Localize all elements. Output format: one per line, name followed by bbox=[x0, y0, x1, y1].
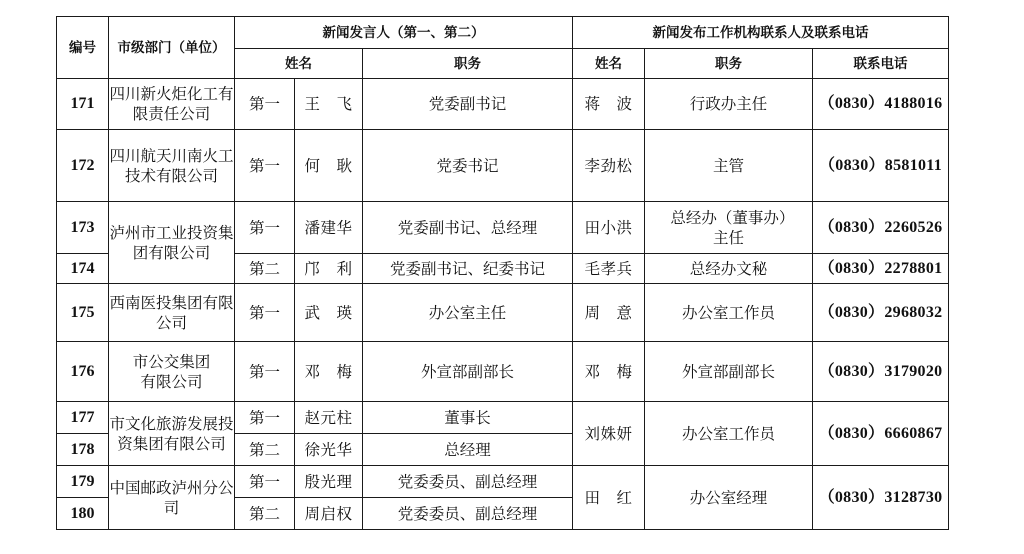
header-ct-title: 职务 bbox=[645, 49, 813, 79]
spokesperson-title: 董事长 bbox=[363, 402, 573, 434]
header-sp-title: 职务 bbox=[363, 49, 573, 79]
dept-name: 市文化旅游发展投资集团有限公司 bbox=[109, 402, 235, 466]
spokesperson-name: 邓 梅 bbox=[295, 342, 363, 402]
row-number: 173 bbox=[57, 202, 109, 254]
contact-title: 办公室工作员 bbox=[645, 402, 813, 466]
header-spokesperson: 新闻发言人（第一、第二） bbox=[235, 17, 573, 49]
contact-title: 办公室工作员 bbox=[645, 284, 813, 342]
spokesperson-title: 党委副书记、总经理 bbox=[363, 202, 573, 254]
spokesperson-rank: 第一 bbox=[235, 79, 295, 130]
dept-name: 西南医投集团有限公司 bbox=[109, 284, 235, 342]
table-row bbox=[57, 79, 949, 130]
table-row bbox=[57, 202, 949, 254]
spokesperson-rank: 第二 bbox=[235, 254, 295, 284]
table-row bbox=[57, 130, 949, 202]
contact-name: 邓 梅 bbox=[573, 342, 645, 402]
spokesperson-name: 殷光理 bbox=[295, 466, 363, 498]
spokesperson-rank: 第一 bbox=[235, 466, 295, 498]
table-row bbox=[57, 342, 949, 402]
header-no: 编号 bbox=[57, 17, 109, 79]
contact-name: 毛孝兵 bbox=[573, 254, 645, 284]
row-number: 179 bbox=[57, 466, 109, 498]
spokesperson-table bbox=[56, 16, 949, 530]
spokesperson-title: 党委副书记、纪委书记 bbox=[363, 254, 573, 284]
contact-name: 周 意 bbox=[573, 284, 645, 342]
contact-title: 外宣部副部长 bbox=[645, 342, 813, 402]
spokesperson-title: 党委委员、副总经理 bbox=[363, 498, 573, 530]
table-row bbox=[57, 284, 949, 342]
spokesperson-name: 王 飞 bbox=[295, 79, 363, 130]
contact-name: 田 红 bbox=[573, 466, 645, 530]
spokesperson-title: 办公室主任 bbox=[363, 284, 573, 342]
contact-phone: （0830）6660867 bbox=[813, 402, 949, 466]
contact-title: 行政办主任 bbox=[645, 79, 813, 130]
header-ct-name: 姓名 bbox=[573, 49, 645, 79]
contact-title: 总经办（董事办）主任 bbox=[645, 202, 813, 254]
spokesperson-name: 武 瑛 bbox=[295, 284, 363, 342]
spokesperson-title: 党委副书记 bbox=[363, 79, 573, 130]
dept-name: 泸州市工业投资集团有限公司 bbox=[109, 202, 235, 284]
row-number: 176 bbox=[57, 342, 109, 402]
row-number: 175 bbox=[57, 284, 109, 342]
spokesperson-rank: 第一 bbox=[235, 342, 295, 402]
spokesperson-title: 党委书记 bbox=[363, 130, 573, 202]
contact-name: 刘姝妍 bbox=[573, 402, 645, 466]
spokesperson-rank: 第一 bbox=[235, 284, 295, 342]
contact-name: 田小洪 bbox=[573, 202, 645, 254]
table-row bbox=[57, 466, 949, 498]
dept-name: 四川航天川南火工技术有限公司 bbox=[109, 130, 235, 202]
spokesperson-name: 周启权 bbox=[295, 498, 363, 530]
spokesperson-rank: 第二 bbox=[235, 434, 295, 466]
contact-phone: （0830）2968032 bbox=[813, 284, 949, 342]
header-dept: 市级部门（单位） bbox=[109, 17, 235, 79]
contact-phone: （0830）8581011 bbox=[813, 130, 949, 202]
row-number: 174 bbox=[57, 254, 109, 284]
contact-title: 办公室经理 bbox=[645, 466, 813, 530]
spokesperson-rank: 第一 bbox=[235, 202, 295, 254]
contact-phone: （0830）2260526 bbox=[813, 202, 949, 254]
spokesperson-name: 徐光华 bbox=[295, 434, 363, 466]
spokesperson-rank: 第一 bbox=[235, 402, 295, 434]
spokesperson-title: 总经理 bbox=[363, 434, 573, 466]
row-number: 171 bbox=[57, 79, 109, 130]
contact-name: 蒋 波 bbox=[573, 79, 645, 130]
spokesperson-title: 党委委员、副总经理 bbox=[363, 466, 573, 498]
spokesperson-rank: 第二 bbox=[235, 498, 295, 530]
spokesperson-title: 外宣部副部长 bbox=[363, 342, 573, 402]
spokesperson-name: 潘建华 bbox=[295, 202, 363, 254]
header-sp-name: 姓名 bbox=[235, 49, 363, 79]
header-contact: 新闻发布工作机构联系人及联系电话 bbox=[573, 17, 949, 49]
row-number: 177 bbox=[57, 402, 109, 434]
spokesperson-name: 赵元柱 bbox=[295, 402, 363, 434]
row-number: 180 bbox=[57, 498, 109, 530]
row-number: 172 bbox=[57, 130, 109, 202]
spokesperson-name: 何 耿 bbox=[295, 130, 363, 202]
dept-name: 四川新火炬化工有限责任公司 bbox=[109, 79, 235, 130]
header-ct-phone: 联系电话 bbox=[813, 49, 949, 79]
contact-phone: （0830）4188016 bbox=[813, 79, 949, 130]
contact-title: 主管 bbox=[645, 130, 813, 202]
row-number: 178 bbox=[57, 434, 109, 466]
contact-name: 李劲松 bbox=[573, 130, 645, 202]
contact-phone: （0830）3128730 bbox=[813, 466, 949, 530]
spokesperson-rank: 第一 bbox=[235, 130, 295, 202]
table-row bbox=[57, 402, 949, 434]
dept-name: 中国邮政泸州分公司 bbox=[109, 466, 235, 530]
contact-phone: （0830）2278801 bbox=[813, 254, 949, 284]
contact-title: 总经办文秘 bbox=[645, 254, 813, 284]
contact-phone: （0830）3179020 bbox=[813, 342, 949, 402]
dept-name: 市公交集团有限公司 bbox=[109, 342, 235, 402]
spokesperson-name: 邝 利 bbox=[295, 254, 363, 284]
